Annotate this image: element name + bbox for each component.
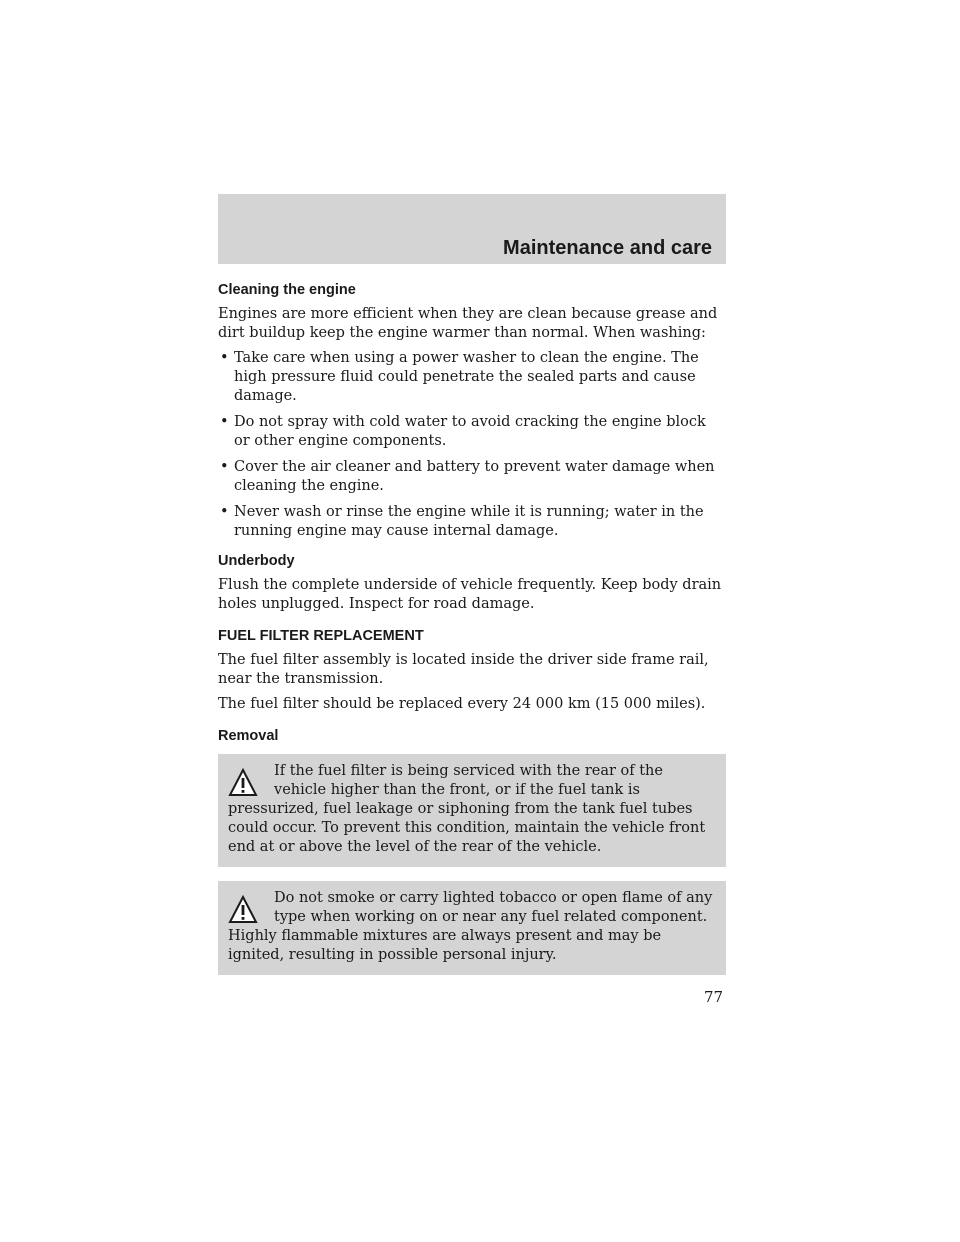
cleaning-intro: Engines are more efficient when they are clean because grease and dirt buildup keep the engine warmer than normal. When washing:	[218, 306, 718, 341]
warning-box-1	[218, 754, 726, 867]
list-item: • Cover the air cleaner and battery to prevent water damage when cleaning the engine.	[220, 459, 715, 494]
bullet-icon: •	[220, 350, 229, 366]
warning-text-1: If the fuel filter is being serviced with the rear of the vehicle higher than the front, or if the fuel tank is pressurized, fuel leakage or siphoning from the tank fuel tubes could occur. To prevent this condition, maintain the vehicle front end at or above the level of the rear of the vehicle.	[228, 763, 706, 855]
list-item: • Do not spray with cold water to avoid cracking the engine block or other engine components.	[220, 414, 706, 449]
bullet-icon: •	[220, 459, 229, 475]
heading-underbody: Underbody	[218, 553, 295, 569]
section-title: Maintenance and care	[503, 237, 712, 259]
fuel-filter-location: The fuel filter assembly is located inside the driver side frame rail, near the transmission.	[218, 652, 709, 687]
warning-triangle-icon	[228, 768, 258, 798]
bullet-icon: •	[220, 414, 229, 430]
warning-text-2: Do not smoke or carry lighted tobacco or open flame of any type when working on or near any fuel related component. Highly flammable mixtures are always present and may be ignited, resulting in possible personal injury.	[228, 890, 713, 963]
section-header-band	[218, 194, 726, 264]
heading-fuel-filter: FUEL FILTER REPLACEMENT	[218, 628, 424, 644]
warning-box-2	[218, 881, 726, 975]
heading-removal: Removal	[218, 728, 279, 744]
bullet-icon: •	[220, 504, 229, 520]
heading-cleaning-engine: Cleaning the engine	[218, 282, 356, 298]
list-item: • Never wash or rinse the engine while it is running; water in the running engine may cause internal damage.	[220, 504, 704, 539]
underbody-text: Flush the complete underside of vehicle frequently. Keep body drain holes unplugged. Inspect for road damage.	[218, 577, 722, 612]
cleaning-bullet-list	[218, 349, 726, 541]
warning-triangle-icon	[228, 895, 258, 925]
page-number: 77	[704, 988, 724, 1006]
list-item: • Take care when using a power washer to clean the engine. The high pressure fluid could penetrate the sealed parts and cause damage.	[220, 350, 699, 404]
fuel-filter-interval: The fuel filter should be replaced every 24 000 km (15 000 miles).	[218, 696, 706, 712]
page-content	[218, 280, 726, 989]
